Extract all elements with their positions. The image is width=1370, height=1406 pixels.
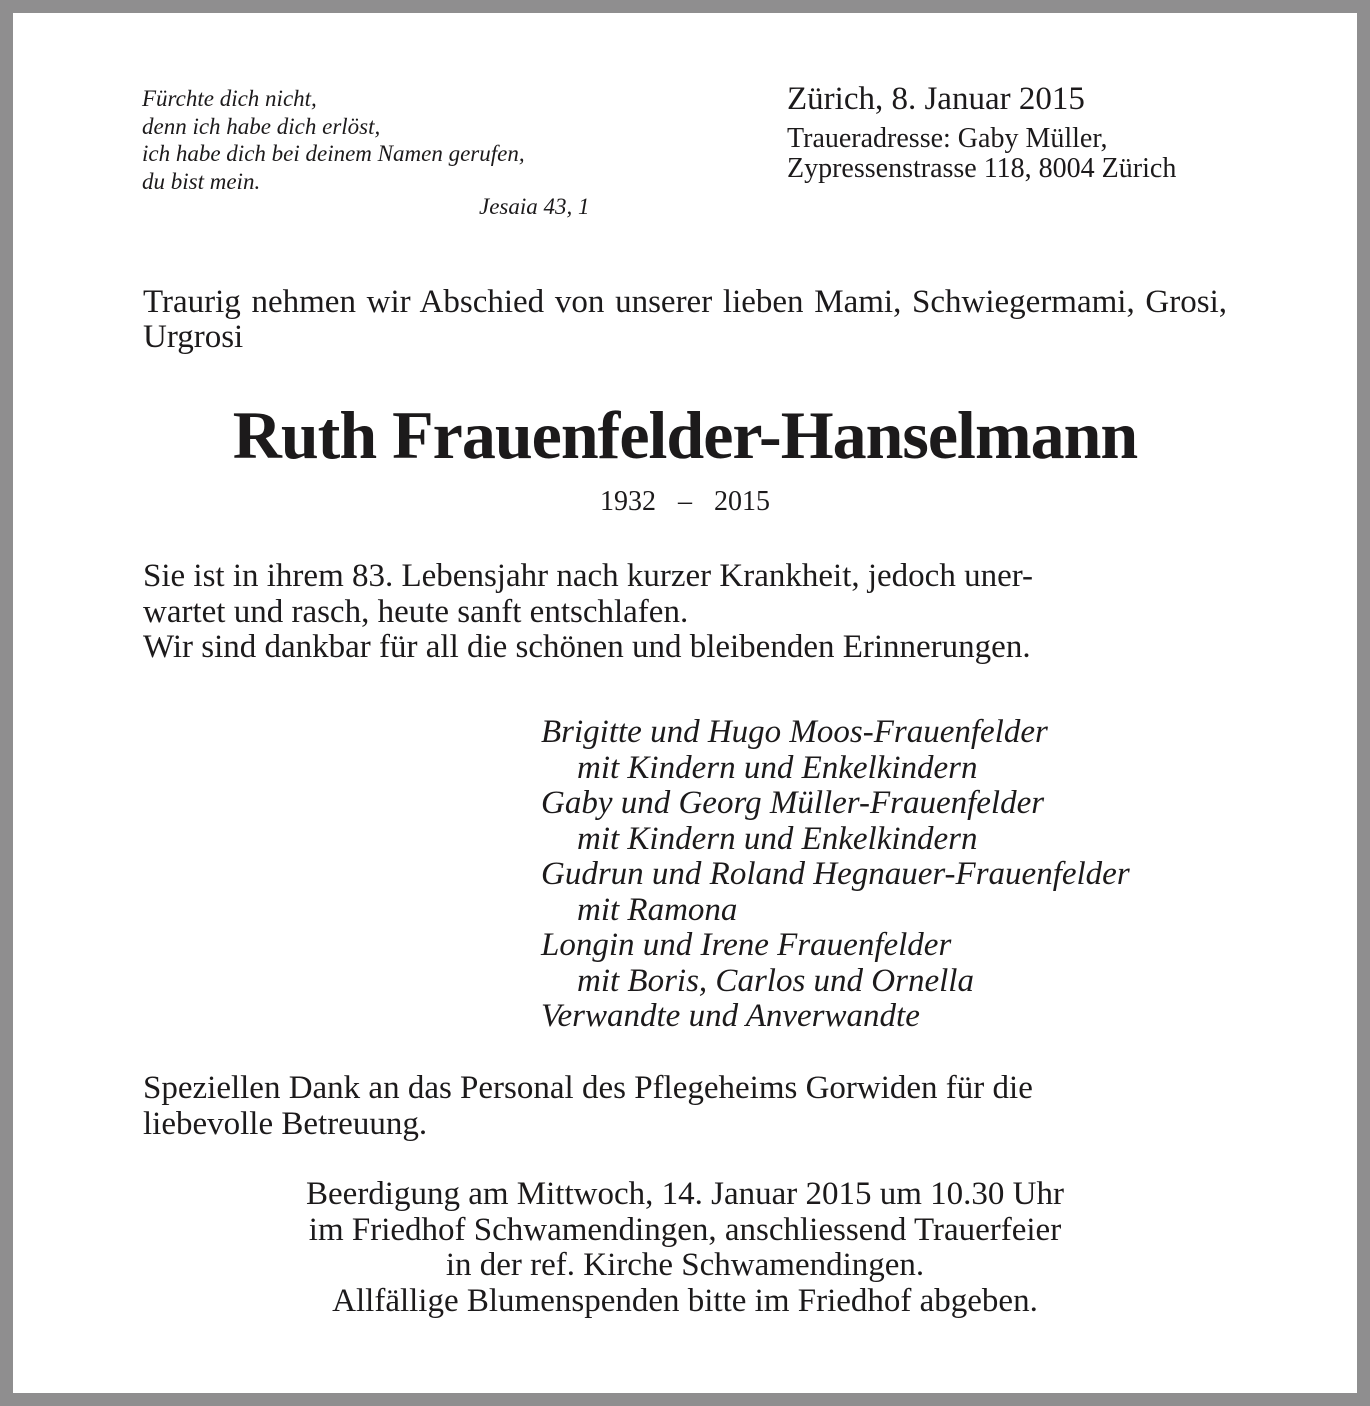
bible-quote-line: denn ich habe dich erlöst, xyxy=(142,113,381,139)
bible-quote-line: ich habe dich bei deinem Namen gerufen, xyxy=(142,141,525,166)
thanks-line: Speziellen Dank an das Personal des Pflegeheims Gorwiden für die xyxy=(143,1070,1033,1106)
mourner-name: Longin und Irene Frauenfelder xyxy=(541,927,952,963)
intro-text: Traurig nehmen wir Abschied von unserer lieben Mami, Schwiegermami, Grosi, Urgrosi xyxy=(143,284,1227,355)
mourner-family: mit Boris, Carlos und Ornella xyxy=(577,962,974,999)
bible-quote xyxy=(142,85,662,195)
obituary-page xyxy=(13,13,1357,1393)
mourner-name: Brigitte und Hugo Moos-Frauenfelder xyxy=(541,714,1048,750)
body-line: Sie ist in ihrem 83. Lebensjahr nach kurzer Krankheit, jedoch uner- xyxy=(143,558,1034,594)
funeral-line: Beerdigung am Mittwoch, 14. Januar 2015 um 10.30 Uhr xyxy=(306,1176,1064,1212)
mourner-name: Gudrun und Roland Hegnauer-Frauenfelder xyxy=(541,856,1130,892)
mourner-family: mit Kindern und Enkelkindern xyxy=(577,820,978,857)
mourner-name: Gaby und Georg Müller-Frauenfelder xyxy=(541,785,1045,821)
bible-quote-line: Fürchte dich nicht, xyxy=(142,86,317,111)
mourning-address xyxy=(787,124,1176,184)
funeral-line: Allfällige Blumenspenden bitte im Friedhof abgeben. xyxy=(332,1282,1038,1319)
bible-quote-line: du bist mein. xyxy=(142,168,261,194)
body-line: wartet und rasch, heute sanft entschlafen. xyxy=(143,593,689,630)
life-dates xyxy=(143,485,1227,519)
obituary-body xyxy=(143,559,1233,666)
funeral-line: im Friedhof Schwamendingen, anschliessend Trauerfeier xyxy=(308,1211,1062,1248)
mourner-family: mit Ramona xyxy=(577,891,738,928)
mourner-family: mit Kindern und Enkelkindern xyxy=(577,749,978,786)
mourners-list xyxy=(541,715,1241,1035)
place-and-date: Zürich, 8. Januar 2015 xyxy=(787,81,1085,117)
mourner-name: Verwandte und Anverwandte xyxy=(541,998,920,1034)
address-line: Zypressenstrasse 118, 8004 Zürich xyxy=(787,153,1177,184)
bible-reference: Jesaia 43, 1 xyxy=(479,194,590,219)
address-line: Traueradresse: Gaby Müller, xyxy=(787,123,1108,154)
deceased-name: Ruth Frauenfelder-Hanselmann xyxy=(232,397,1138,473)
death-year: 2015 xyxy=(714,486,770,517)
birth-year: 1932 xyxy=(600,486,656,517)
body-line: Wir sind dankbar für all die schönen und bleibenden Erinnerungen. xyxy=(143,629,1031,665)
funeral-line: in der ref. Kirche Schwamendingen. xyxy=(445,1247,925,1283)
date-separator: – xyxy=(678,486,692,517)
thanks-line: liebevolle Betreuung. xyxy=(143,1105,428,1142)
funeral-info xyxy=(143,1177,1227,1319)
thanks-text xyxy=(143,1071,1233,1142)
